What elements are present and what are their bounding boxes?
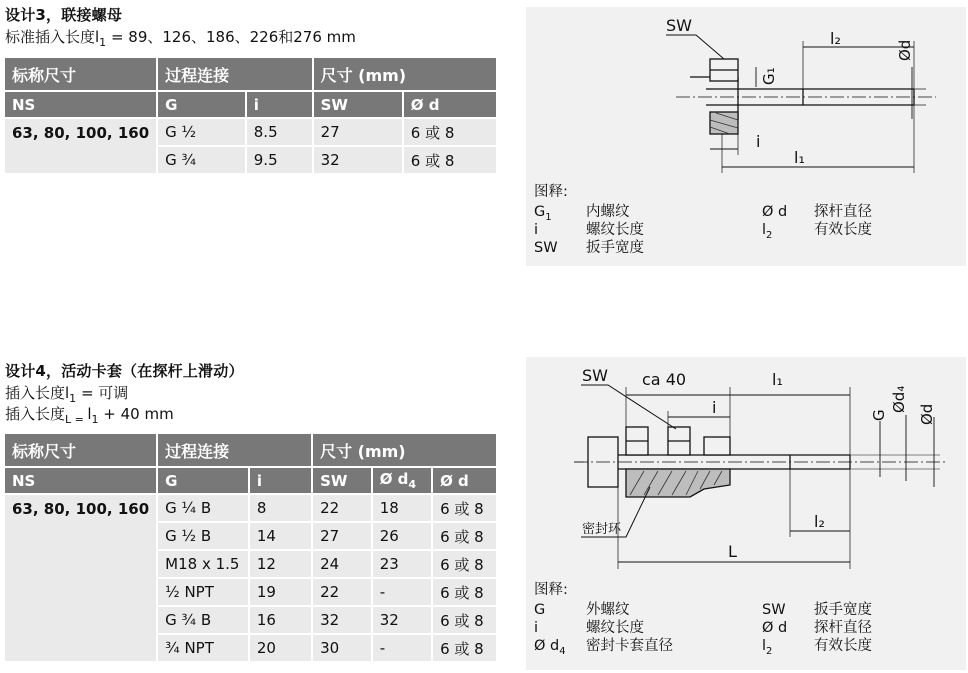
legend-text: 扳手宽度: [586, 240, 644, 256]
cell-g: G ¼ B: [156, 493, 248, 521]
design4-technical-drawing: [526, 357, 966, 582]
cell-od: 6 或 8: [431, 633, 496, 661]
design4-table: [5, 434, 496, 661]
cell-od: 6 或 8: [431, 521, 496, 549]
cell-i: 8.5: [245, 117, 312, 145]
cell-od4: 18: [371, 493, 431, 521]
cell-sw: 22: [311, 577, 371, 605]
table-row: [5, 117, 496, 145]
cell-od4: 32: [371, 605, 431, 633]
legend-text: 螺纹长度: [586, 222, 644, 238]
label-g1: G₁: [760, 67, 778, 85]
legend-sym-i: i: [534, 620, 539, 636]
design3-standard-lengths: 标准插入长度$l_1 = 89$、126、186、226和276 mm: [5, 28, 356, 49]
label-od4: Ød₄: [890, 385, 908, 413]
legend-text: 探杆直径: [814, 620, 872, 636]
cell-od: 6 或 8: [431, 605, 496, 633]
cell-od: 6 或 8: [402, 117, 496, 145]
design4-insertion-length-2: 插入长度$_{L =}$ $l_1 + 40$ mm: [5, 405, 174, 426]
legend-text: 有效长度: [814, 222, 872, 238]
cell-g: G ¾ B: [156, 605, 248, 633]
label-l2: l₂: [830, 29, 841, 48]
legend-sym-l2: $l_2$: [762, 222, 773, 241]
cell-i: 16: [248, 605, 311, 633]
cell-g: G ¾: [156, 145, 245, 173]
cell-i: 14: [248, 521, 311, 549]
design3-table: [5, 58, 496, 173]
header-process-connection: 过程连接: [156, 434, 311, 466]
col-i: i: [248, 466, 311, 493]
design3-title: 设计3，联接螺母: [5, 6, 123, 24]
label-L: L: [728, 542, 737, 561]
design4-drawing-panel: [526, 357, 966, 670]
legend-text: 密封卡套直径: [586, 638, 673, 654]
cell-od: 6 或 8: [431, 549, 496, 577]
col-i: i: [245, 90, 312, 117]
design3-legend-title: 图释:: [534, 184, 568, 200]
cell-i: 20: [248, 633, 311, 661]
design4-title: 设计4，活动卡套（在探杆上滑动）: [5, 362, 244, 380]
header-dimensions: 尺寸 (mm): [312, 58, 496, 90]
legend-text: 探杆直径: [814, 204, 872, 220]
col-ns: NS: [5, 90, 156, 117]
legend-sym-g1: $G_1$: [534, 204, 552, 223]
label-i: i: [756, 132, 761, 151]
label-seal-ring: 密封环: [582, 522, 622, 537]
ns-value: 63, 80, 100, 160: [5, 493, 156, 661]
label-l1: l₁: [772, 370, 783, 389]
legend-sym-l2: $l_2$: [762, 638, 773, 657]
label-od: Ød: [896, 39, 914, 61]
label-l1: l₁: [794, 148, 805, 167]
cell-sw: 22: [311, 493, 371, 521]
legend-sym-sw: SW: [534, 240, 558, 256]
cell-od4: -: [371, 633, 431, 661]
label-od: Ød: [918, 403, 936, 425]
label-l2: l₂: [814, 512, 825, 531]
cell-i: 12: [248, 549, 311, 577]
design3-technical-drawing: [526, 7, 966, 187]
col-sw: SW: [312, 90, 402, 117]
legend-sym-od: Ø d: [762, 204, 788, 220]
design4-legend-title: 图释:: [534, 582, 568, 598]
legend-text: 内螺纹: [586, 204, 630, 220]
cell-sw: 32: [311, 605, 371, 633]
cell-od: 6 或 8: [431, 493, 496, 521]
col-ns: NS: [5, 466, 156, 493]
col-g: G: [156, 466, 248, 493]
cell-i: 8: [248, 493, 311, 521]
legend-text: 螺纹长度: [586, 620, 644, 636]
col-od: Ø d: [431, 466, 496, 493]
cell-sw: 27: [312, 117, 402, 145]
legend-text: 有效长度: [814, 638, 872, 654]
legend-text: 扳手宽度: [814, 602, 872, 618]
cell-i: 19: [248, 577, 311, 605]
cell-sw: 30: [311, 633, 371, 661]
header-dimensions: 尺寸 (mm): [311, 434, 496, 466]
cell-sw: 24: [311, 549, 371, 577]
cell-od: 6 或 8: [431, 577, 496, 605]
cell-g: ¾ NPT: [156, 633, 248, 661]
label-ca40: ca 40: [642, 370, 687, 389]
cell-g: G ½: [156, 117, 245, 145]
col-g: G: [156, 90, 245, 117]
legend-text: 外螺纹: [586, 602, 630, 618]
design4-insertion-length-1: 插入长度$l_1$ = 可调: [5, 384, 129, 405]
legend-sym-g: G: [534, 602, 546, 618]
cell-od: 6 或 8: [402, 145, 496, 173]
ns-value: 63, 80, 100, 160: [5, 117, 156, 173]
cell-od4: 26: [371, 521, 431, 549]
table-row: [5, 493, 496, 521]
header-nominal-size: 标称尺寸: [5, 434, 156, 466]
legend-sym-sw: SW: [762, 602, 786, 618]
header-nominal-size: 标称尺寸: [5, 58, 156, 90]
legend-sym-od: Ø d: [762, 620, 788, 636]
cell-sw: 32: [312, 145, 402, 173]
cell-g: ½ NPT: [156, 577, 248, 605]
cell-i: 9.5: [245, 145, 312, 173]
cell-od4: -: [371, 577, 431, 605]
col-od: Ø d: [402, 90, 496, 117]
label-sw: SW: [666, 16, 692, 35]
col-sw: SW: [311, 466, 371, 493]
cell-g: G ½ B: [156, 521, 248, 549]
col-od4: Ø $d_4$: [371, 466, 431, 493]
header-process-connection: 过程连接: [156, 58, 311, 90]
label-sw: SW: [582, 366, 608, 385]
design3-drawing-panel: [526, 7, 966, 266]
label-g: G: [870, 409, 888, 421]
legend-sym-od4: Ø $d_4$: [534, 638, 566, 657]
cell-sw: 27: [311, 521, 371, 549]
cell-g: M18 x 1.5: [156, 549, 248, 577]
label-i: i: [712, 398, 717, 417]
cell-od4: 23: [371, 549, 431, 577]
legend-sym-i: i: [534, 222, 539, 238]
